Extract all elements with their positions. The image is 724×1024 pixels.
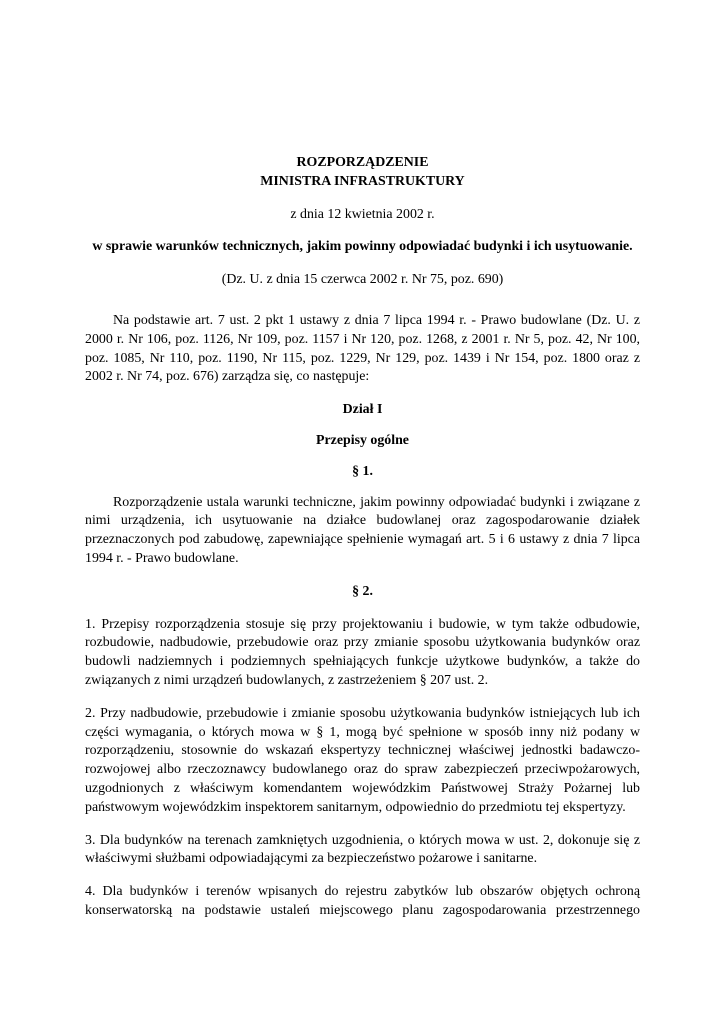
document-title bbox=[85, 154, 640, 192]
section-2-paragraph-4: 4. Dla budynków i terenów wpisanych do rejestru zabytków lub obszarów objętych ochroną konserwatorską na podstawie ustaleń miejscowego planu zagospodarowania przestrzennego bbox=[85, 884, 640, 918]
document-source: (Dz. U. z dnia 15 czerwca 2002 r. Nr 75, poz. 690) bbox=[221, 272, 504, 288]
title-line-2: MINISTRA INFRASTRUKTURY bbox=[260, 173, 465, 189]
preamble: Na podstawie art. 7 ust. 2 pkt 1 ustawy z dnia 7 lipca 1994 r. - Prawo budowlane (Dz. U. z 2000 r. Nr 106, poz. 1126, Nr 109, poz. 1157 i Nr 120, poz. 1268, z 2001 r. Nr 5, poz. 42, Nr 100, poz. 1085, Nr 110, poz. 1190, Nr 115, poz. 1229, Nr 129, poz. 1439 i Nr 154, poz. 1800 oraz z 2002 r. Nr 74, poz. 676) zarządza się, co następuje: bbox=[85, 312, 640, 385]
document-subject: w sprawie warunków technicznych, jakim powinny odpowiadać budynki i ich usytuowanie. bbox=[92, 239, 633, 255]
section-1-text: Rozporządzenie ustala warunki techniczne, jakim powinny odpowiadać budynki i związane z nimi urządzenia, ich usytuowanie na działce budowlanej oraz zagospodarowanie działek przeznaczonych pod zabudowę, zapewniające spełnienie wymagań art. 5 i 6 ustawy z dnia 7 lipca 1994 r. - Prawo budowlane. bbox=[85, 494, 640, 566]
section-2-paragraph-1: 1. Przepisy rozporządzenia stosuje się przy projektowaniu i budowie, w tym także odbudowie, rozbudowie, nadbudowie, przebudowie oraz przy zmianie sposobu użytkowania budynków oraz budowli nadziemnych i podziemnych spełniających funkcje użytkowe budynków, a także do związanych z nimi urządzeń budowlanych, z zastrzeżeniem § 207 ust. 2. bbox=[85, 616, 640, 688]
section-2-paragraph-3: 3. Dla budynków na terenach zamkniętych uzgodnienia, o których mowa w ust. 2, dokonuje się z właściwymi służbami odpowiadającymi za bezpieczeństwo pożarowe i sanitarne. bbox=[85, 832, 640, 867]
division-label: Dział I bbox=[342, 402, 383, 418]
section-2-paragraph-2: 2. Przy nadbudowie, przebudowie i zmianie sposobu użytkowania budynków istniejących lub ich części wymagania, o których mowa w § 1, mogą być spełnione w sposób inny niż podany w rozporządzeniu, stosownie do wskazań ekspertyzy technicznej właściwej jednostki badawczo-rozwojowej albo rzeczoznawcy budowlanego oraz do spraw zabezpieczeń przeciwpożarowych, uzgodnionych z właściwym komendantem wojewódzkim Państwowej Straży Pożarnej lub państwowym wojewódzkim inspektorem sanitarnym, odpowiednio do przedmiotu tej ekspertyzy. bbox=[85, 705, 640, 815]
division-title: Przepisy ogólne bbox=[316, 432, 409, 448]
section-1-heading: § 1. bbox=[352, 463, 373, 479]
document-page bbox=[85, 154, 640, 921]
title-line-1: ROZPORZĄDZENIE bbox=[296, 155, 429, 170]
section-2-heading: § 2. bbox=[352, 583, 373, 599]
document-date: z dnia 12 kwietnia 2002 r. bbox=[290, 206, 435, 222]
